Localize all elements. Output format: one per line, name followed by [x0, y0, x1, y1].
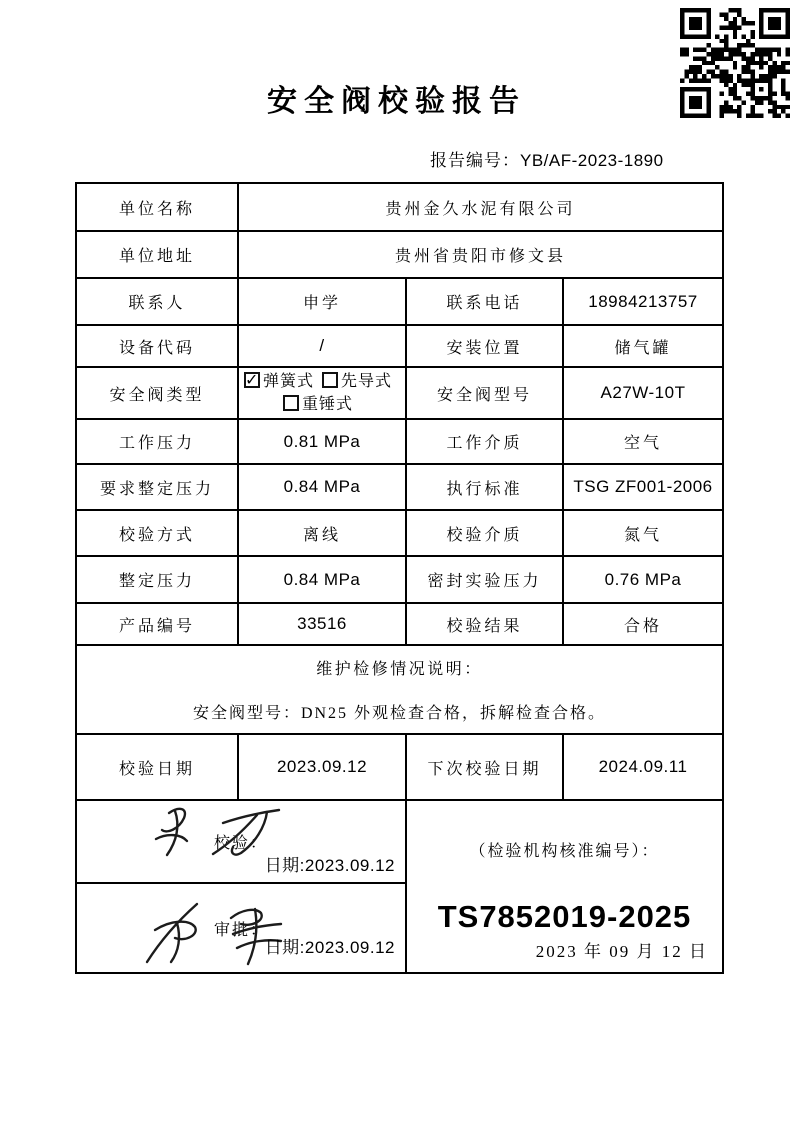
- field-value-install-location: 储气罐: [563, 325, 723, 367]
- field-label-next-calibration-date: 下次校验日期: [406, 734, 563, 800]
- table-row: [76, 734, 723, 800]
- table-row: [76, 510, 723, 556]
- field-value-standard: TSG ZF001-2006: [563, 464, 723, 510]
- field-value-required-set-pressure: 0.84 MPa: [238, 464, 406, 510]
- field-value-unit-address: 贵州省贵阳市修文县: [238, 231, 723, 278]
- approver-date: 日期:2023.09.12: [264, 938, 395, 957]
- checkbox-spring: [244, 372, 260, 388]
- field-label-phone: 联系电话: [406, 278, 563, 325]
- approver-signature-cell: [76, 883, 406, 973]
- calibrator-label: 校验：: [213, 835, 268, 852]
- checkbox-weight: [283, 395, 299, 411]
- field-label-required-set-pressure: 要求整定压力: [76, 464, 238, 510]
- field-value-calibration-date: 2023.09.12: [238, 734, 406, 800]
- check-icon: ✓: [244, 370, 259, 389]
- maintenance-note-content: 安全阀型号：DN25 外观检查合格，拆解检查合格。: [192, 705, 607, 722]
- report-table: [75, 182, 724, 974]
- field-label-install-location: 安装位置: [406, 325, 563, 367]
- table-row: [76, 419, 723, 464]
- field-label-working-medium: 工作介质: [406, 419, 563, 464]
- field-value-contact: 申学: [238, 278, 406, 325]
- table-row: [76, 556, 723, 603]
- field-label-valve-type: 安全阀类型: [76, 367, 238, 419]
- field-value-seal-test-pressure: 0.76 MPa: [563, 556, 723, 603]
- checkbox-option-spring: [244, 370, 314, 390]
- field-value-device-code: /: [238, 325, 406, 367]
- field-value-calibration-method: 离线: [238, 510, 406, 556]
- field-label-working-pressure: 工作压力: [76, 419, 238, 464]
- field-value-product-no: 33516: [238, 603, 406, 645]
- field-label-calibration-method: 校验方式: [76, 510, 238, 556]
- field-label-calibration-date: 校验日期: [76, 734, 238, 800]
- field-value-phone: 18984213757: [563, 278, 723, 325]
- checkbox-option-pilot: [322, 373, 392, 390]
- checkbox-label-weight: 重锤式: [301, 396, 353, 413]
- field-label-contact: 联系人: [76, 278, 238, 325]
- field-value-valve-model: A27W-10T: [563, 367, 723, 419]
- field-value-set-pressure: 0.84 MPa: [238, 556, 406, 603]
- field-value-unit-name: 贵州金久水泥有限公司: [238, 183, 723, 231]
- report-number: [430, 146, 664, 171]
- report-number-value: YB/AF-2023-1890: [520, 151, 664, 170]
- table-row: [76, 645, 723, 734]
- calibrator-date: 日期:2023.09.12: [264, 856, 395, 875]
- field-label-calibration-medium: 校验介质: [406, 510, 563, 556]
- table-row: [76, 800, 723, 883]
- field-label-standard: 执行标准: [406, 464, 563, 510]
- field-value-working-medium: 空气: [563, 419, 723, 464]
- agency-date: 2023 年 09 月 12 日: [535, 942, 709, 961]
- agency-approval-number: TS7852019-2025: [437, 899, 692, 934]
- agency-cell: [406, 800, 723, 973]
- valve-type-options: [238, 367, 406, 419]
- field-value-working-pressure: 0.81 MPa: [238, 419, 406, 464]
- field-value-calibration-medium: 氮气: [563, 510, 723, 556]
- approver-label: 审批：: [213, 921, 268, 939]
- field-label-valve-model: 安全阀型号: [406, 367, 563, 419]
- field-label-seal-test-pressure: 密封实验压力: [406, 556, 563, 603]
- calibrator-signature-cell: [76, 800, 406, 883]
- report-number-label: 报告编号：: [430, 151, 520, 170]
- table-row: [76, 464, 723, 510]
- table-row: [76, 183, 723, 231]
- table-row: [76, 367, 723, 419]
- table-row: [76, 278, 723, 325]
- checkbox-label-spring: 弹簧式: [262, 373, 314, 390]
- field-label-unit-address: 单位地址: [76, 231, 238, 278]
- field-value-next-calibration-date: 2024.09.11: [563, 734, 723, 800]
- table-row: [76, 603, 723, 645]
- field-label-product-no: 产品编号: [76, 603, 238, 645]
- page-title: 安全阀校验报告: [267, 85, 526, 118]
- field-label-set-pressure: 整定压力: [76, 556, 238, 603]
- agency-label: （检验机构核准编号）：: [469, 843, 660, 860]
- field-label-device-code: 设备代码: [76, 325, 238, 367]
- field-value-result: 合格: [563, 603, 723, 645]
- table-row: [76, 325, 723, 367]
- maintenance-note-title: 维护检修情况说明：: [316, 661, 483, 678]
- table-row: [76, 231, 723, 278]
- checkbox-option-weight: [283, 396, 353, 413]
- checkbox-label-pilot: 先导式: [341, 373, 393, 390]
- field-label-result: 校验结果: [406, 603, 563, 645]
- maintenance-note: [76, 645, 723, 734]
- checkbox-pilot: [322, 372, 338, 388]
- field-label-unit-name: 单位名称: [76, 183, 238, 231]
